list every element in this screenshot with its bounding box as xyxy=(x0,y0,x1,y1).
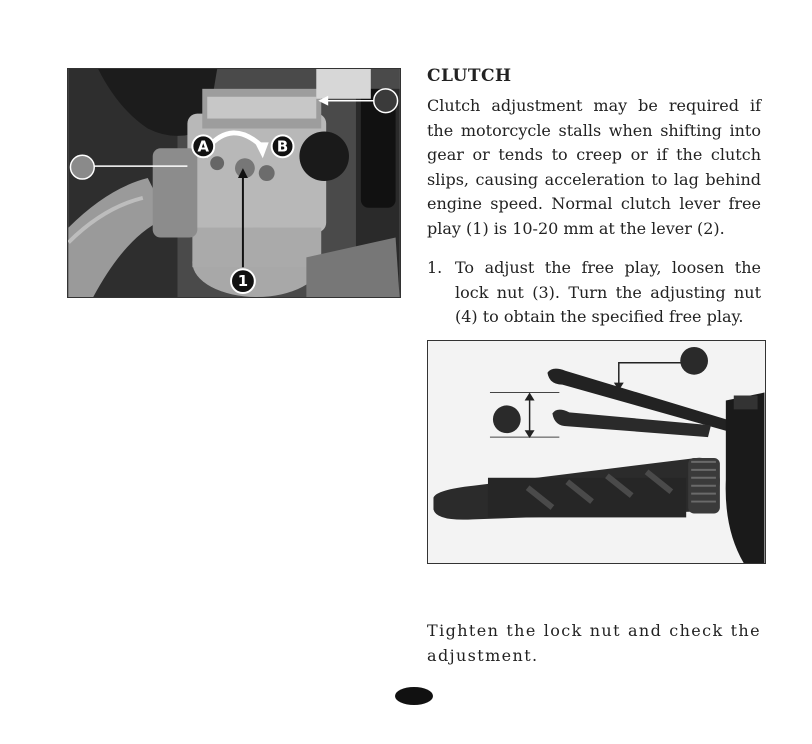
callout-b: B xyxy=(276,137,289,156)
callout-a: A xyxy=(197,137,210,156)
page-number-badge xyxy=(395,687,433,705)
clutch-lever-illustration xyxy=(428,341,765,563)
callout-1: 1 xyxy=(237,272,249,291)
callout-blank-freeplay xyxy=(493,405,521,433)
callout-blank-right xyxy=(374,89,398,113)
carburetor-figure xyxy=(67,68,401,298)
carburetor-illustration xyxy=(68,69,400,297)
callout-blank-left xyxy=(70,155,94,179)
step-item xyxy=(427,256,761,330)
step-number: 1. xyxy=(427,258,443,277)
intro-paragraph: Clutch adjustment may be required if the motorcycle stalls when shifting into gear or tends to creep or if the clutch slips, causing acceleration to lag behind engine speed. Normal clutch lever free play (1) is 10-20 mm at the lever (2). xyxy=(427,96,761,238)
clutch-lever-figure xyxy=(427,340,766,564)
section-heading: CLUTCH xyxy=(427,66,512,86)
callout-blank-lever xyxy=(680,347,708,375)
closing-paragraph: Tighten the lock nut and check the adjustment. xyxy=(427,621,761,665)
step-text: To adjust the free play, loosen the lock nut (3). Turn the adjusting nut (4) to obtain the specified free play. xyxy=(455,258,761,326)
